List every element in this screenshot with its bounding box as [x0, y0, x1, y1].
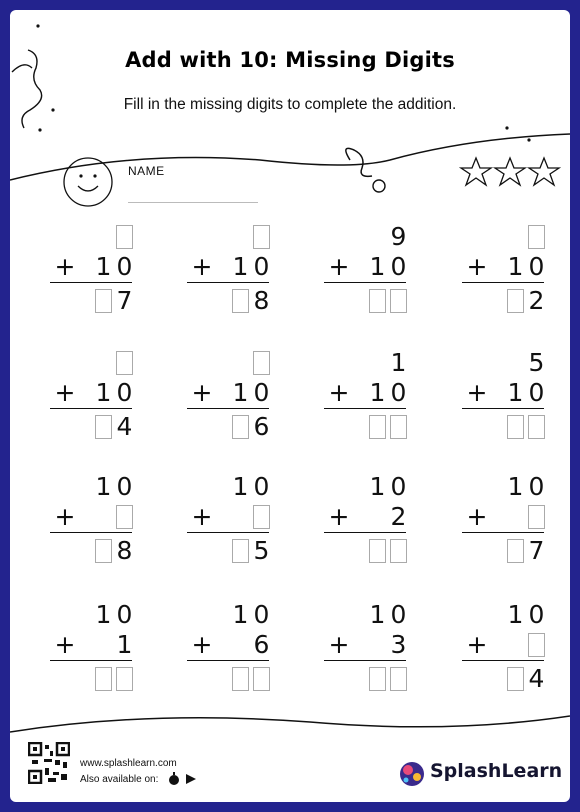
digit: 2: [528, 286, 545, 315]
digit: 0: [253, 600, 270, 629]
digit: 0: [116, 378, 133, 407]
answer-row: [460, 286, 550, 316]
digit: 1: [369, 378, 386, 407]
brand-name: SplashLearn: [430, 760, 563, 782]
missing-digit-box[interactable]: [528, 633, 545, 657]
missing-digit-box[interactable]: [116, 351, 133, 375]
missing-digit-box[interactable]: [116, 505, 133, 529]
bottom-row: [322, 252, 412, 282]
bottom-row: [185, 630, 275, 660]
missing-digit-box[interactable]: [232, 289, 249, 313]
sum-line: [187, 660, 269, 661]
digit: 1: [232, 600, 249, 629]
missing-digit-box[interactable]: [390, 289, 407, 313]
worksheet-page: [10, 10, 570, 802]
bottom-row: [48, 502, 138, 532]
digit: 1: [369, 600, 386, 629]
digit: 0: [116, 600, 133, 629]
digit: 5: [528, 348, 545, 377]
sum-line: [462, 282, 544, 283]
missing-digit-box[interactable]: [369, 667, 386, 691]
addition-problem: [48, 600, 138, 690]
plus-sign: +: [191, 378, 213, 407]
addition-problem: [322, 222, 412, 312]
missing-digit-box[interactable]: [253, 505, 270, 529]
digit: 0: [528, 378, 545, 407]
bottom-row: [185, 252, 275, 282]
qr-code-icon: [28, 742, 70, 784]
rating-stars: [458, 154, 568, 194]
footer-available-text: Also available on:: [80, 774, 159, 785]
answer-row: [322, 664, 412, 694]
addition-problem: [460, 600, 550, 693]
digit: 1: [232, 252, 249, 281]
play-store-icon: [186, 774, 196, 784]
digit: 0: [390, 472, 407, 501]
bottom-row: [460, 630, 550, 660]
missing-digit-box[interactable]: [253, 225, 270, 249]
apple-icon: [169, 772, 179, 785]
worksheet-title: Add with 10: Missing Digits: [125, 48, 455, 72]
plus-sign: +: [328, 378, 350, 407]
digit: 0: [528, 252, 545, 281]
digit: 0: [253, 472, 270, 501]
answer-row: [185, 412, 275, 442]
sum-line: [324, 408, 406, 409]
smiley-face-icon: [62, 156, 114, 208]
digit: 0: [253, 378, 270, 407]
top-row: [48, 348, 138, 378]
bottom-row: [185, 378, 275, 408]
addition-problem: [185, 348, 275, 441]
plus-sign: +: [191, 502, 213, 531]
digit: 1: [369, 472, 386, 501]
digit: 1: [507, 378, 524, 407]
top-row: [460, 348, 550, 378]
missing-digit-box[interactable]: [232, 667, 249, 691]
missing-digit-box[interactable]: [95, 415, 112, 439]
digit: 1: [95, 252, 112, 281]
answer-row: [322, 286, 412, 316]
top-row: [322, 600, 412, 630]
plus-sign: +: [328, 502, 350, 531]
plus-sign: +: [54, 502, 76, 531]
addition-problem: [185, 600, 275, 690]
plus-sign: +: [466, 252, 488, 281]
sum-line: [50, 282, 132, 283]
addition-problem: [322, 348, 412, 438]
addition-problem: [460, 348, 550, 438]
addition-problem: [48, 472, 138, 565]
digit: 7: [116, 286, 133, 315]
answer-row: [48, 286, 138, 316]
digit: 9: [390, 222, 407, 251]
addition-problem: [185, 222, 275, 315]
digit: 8: [116, 536, 133, 565]
top-row: [48, 472, 138, 502]
missing-digit-box[interactable]: [528, 415, 545, 439]
digit: 1: [507, 252, 524, 281]
digit: 6: [253, 630, 270, 659]
missing-digit-box[interactable]: [390, 667, 407, 691]
star-outline-icon: [461, 158, 491, 185]
sum-line: [50, 660, 132, 661]
digit: 0: [116, 252, 133, 281]
bottom-row: [460, 252, 550, 282]
plus-sign: +: [328, 630, 350, 659]
bottom-row: [460, 378, 550, 408]
missing-digit-box[interactable]: [507, 415, 524, 439]
sum-line: [187, 532, 269, 533]
store-icons: [168, 772, 198, 789]
sum-line: [324, 660, 406, 661]
digit: 0: [528, 600, 545, 629]
answer-row: [322, 536, 412, 566]
answer-row: [460, 412, 550, 442]
answer-row: [185, 664, 275, 694]
digit: 1: [232, 472, 249, 501]
splashlearn-logo: [396, 758, 428, 790]
digit: 2: [390, 502, 407, 531]
answer-row: [48, 664, 138, 694]
sum-line: [324, 532, 406, 533]
star-outline-icon: [495, 158, 525, 185]
answer-row: [185, 286, 275, 316]
footer-url[interactable]: www.splashlearn.com: [80, 758, 177, 769]
missing-digit-box[interactable]: [253, 667, 270, 691]
sum-line: [324, 282, 406, 283]
addition-problem: [322, 600, 412, 690]
digit: 0: [253, 252, 270, 281]
sum-line: [187, 408, 269, 409]
digit: 0: [528, 472, 545, 501]
digit: 1: [232, 378, 249, 407]
answer-row: [460, 536, 550, 566]
digit: 5: [253, 536, 270, 565]
addition-problem: [460, 222, 550, 315]
bottom-row: [48, 630, 138, 660]
bottom-row: [48, 378, 138, 408]
missing-digit-box[interactable]: [369, 289, 386, 313]
answer-row: [322, 412, 412, 442]
sum-line: [50, 408, 132, 409]
missing-digit-box[interactable]: [95, 539, 112, 563]
missing-digit-box[interactable]: [95, 289, 112, 313]
top-row: [322, 472, 412, 502]
digit: 1: [507, 600, 524, 629]
plus-sign: +: [191, 630, 213, 659]
missing-digit-box[interactable]: [369, 415, 386, 439]
missing-digit-box[interactable]: [507, 289, 524, 313]
plus-sign: +: [54, 252, 76, 281]
answer-row: [185, 536, 275, 566]
name-label: NAME: [128, 164, 165, 178]
bottom-row: [48, 252, 138, 282]
missing-digit-box[interactable]: [507, 539, 524, 563]
missing-digit-box[interactable]: [528, 225, 545, 249]
digit: 4: [528, 664, 545, 693]
top-row: [322, 348, 412, 378]
digit: 0: [390, 378, 407, 407]
worksheet-instruction: Fill in the missing digits to complete the addition.: [123, 96, 457, 113]
missing-digit-box[interactable]: [390, 415, 407, 439]
answer-row: [48, 412, 138, 442]
plus-sign: +: [466, 502, 488, 531]
bottom-row: [322, 630, 412, 660]
missing-digit-box[interactable]: [232, 415, 249, 439]
star-outline-icon: [529, 158, 559, 185]
answer-row: [460, 664, 550, 694]
top-row: [322, 222, 412, 252]
digit: 1: [95, 600, 112, 629]
missing-digit-box[interactable]: [116, 667, 133, 691]
digit: 0: [390, 600, 407, 629]
digit: 1: [507, 472, 524, 501]
answer-row: [48, 536, 138, 566]
digit: 0: [116, 472, 133, 501]
missing-digit-box[interactable]: [232, 539, 249, 563]
plus-sign: +: [191, 252, 213, 281]
missing-digit-box[interactable]: [253, 351, 270, 375]
plus-sign: +: [466, 630, 488, 659]
sum-line: [462, 408, 544, 409]
addition-problem: [185, 472, 275, 565]
digit: 7: [528, 536, 545, 565]
sum-line: [462, 660, 544, 661]
addition-problem: [48, 348, 138, 441]
digit: 8: [253, 286, 270, 315]
bottom-row: [185, 502, 275, 532]
top-row: [185, 472, 275, 502]
digit: 1: [116, 630, 133, 659]
missing-digit-box[interactable]: [369, 539, 386, 563]
addition-problem: [48, 222, 138, 315]
digit: 3: [390, 630, 407, 659]
plus-sign: +: [328, 252, 350, 281]
top-row: [48, 222, 138, 252]
addition-problem: [322, 472, 412, 562]
top-row: [460, 222, 550, 252]
top-row: [185, 348, 275, 378]
bottom-row: [460, 502, 550, 532]
sum-line: [462, 532, 544, 533]
digit: 1: [390, 348, 407, 377]
plus-sign: +: [54, 378, 76, 407]
top-row: [48, 600, 138, 630]
plus-sign: +: [54, 630, 76, 659]
sum-line: [187, 282, 269, 283]
addition-problem: [460, 472, 550, 565]
digit: 1: [369, 252, 386, 281]
digit: 1: [95, 378, 112, 407]
top-row: [460, 472, 550, 502]
digit: 0: [390, 252, 407, 281]
top-row: [185, 600, 275, 630]
digit: 1: [95, 472, 112, 501]
bottom-row: [322, 502, 412, 532]
digit: 4: [116, 412, 133, 441]
top-row: [185, 222, 275, 252]
missing-digit-box[interactable]: [528, 505, 545, 529]
missing-digit-box[interactable]: [116, 225, 133, 249]
missing-digit-box[interactable]: [390, 539, 407, 563]
digit: 6: [253, 412, 270, 441]
name-field[interactable]: [128, 202, 258, 203]
missing-digit-box[interactable]: [95, 667, 112, 691]
bottom-row: [322, 378, 412, 408]
plus-sign: +: [466, 378, 488, 407]
missing-digit-box[interactable]: [507, 667, 524, 691]
top-row: [460, 600, 550, 630]
sum-line: [50, 532, 132, 533]
